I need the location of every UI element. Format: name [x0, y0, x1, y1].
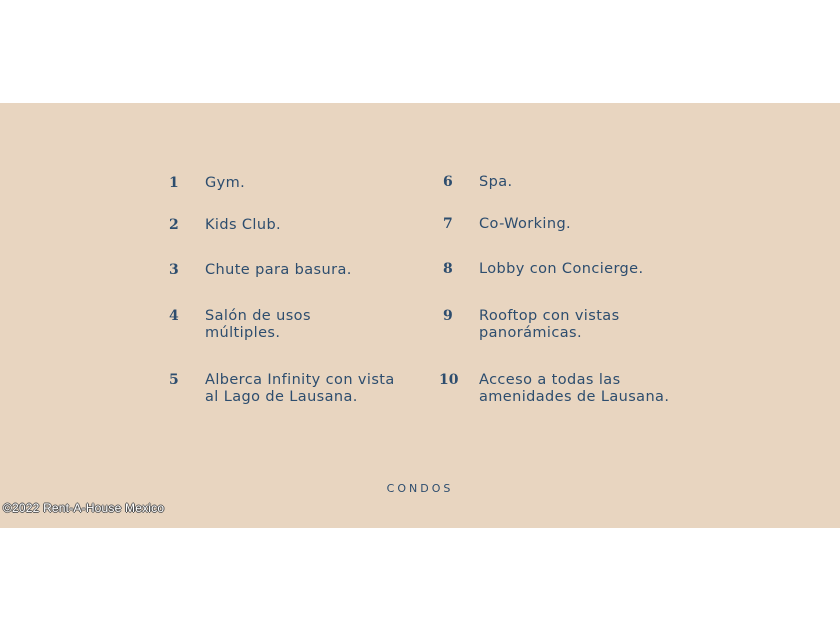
- amenity-label: Lobby con Concierge.: [479, 261, 644, 277]
- amenity-label: Spa.: [479, 174, 513, 190]
- amenity-number: 6: [443, 174, 453, 190]
- amenity-label: Kids Club.: [205, 217, 282, 233]
- amenity-number: 1: [169, 175, 179, 191]
- footer-label: CONDOS: [386, 482, 454, 495]
- amenity-label: Gym.: [205, 175, 246, 191]
- amenity-label: Chute para basura.: [205, 262, 352, 278]
- amenity-label: Acceso a todas las amenidades de Lausana.: [479, 372, 670, 405]
- footer-condos: [0, 482, 840, 495]
- amenity-label: Salón de usos múltiples.: [205, 308, 311, 341]
- amenity-label: Co-Working.: [479, 216, 572, 232]
- copyright-watermark: ©2022 Rent-A-House Mexico: [3, 501, 165, 515]
- amenity-number: 4: [169, 308, 179, 324]
- amenity-number: 10: [439, 372, 459, 388]
- amenity-number: 2: [169, 217, 179, 233]
- amenity-number: 3: [169, 262, 179, 278]
- amenity-label: Rooftop con vistas panorámicas.: [479, 308, 620, 341]
- amenity-number: 9: [443, 308, 453, 324]
- amenity-number: 8: [443, 261, 453, 277]
- amenity-number: 7: [443, 216, 453, 232]
- amenity-number: 5: [169, 372, 179, 388]
- amenity-label: Alberca Infinity con vista al Lago de Lausana.: [205, 372, 395, 405]
- amenities-panel: [0, 103, 840, 528]
